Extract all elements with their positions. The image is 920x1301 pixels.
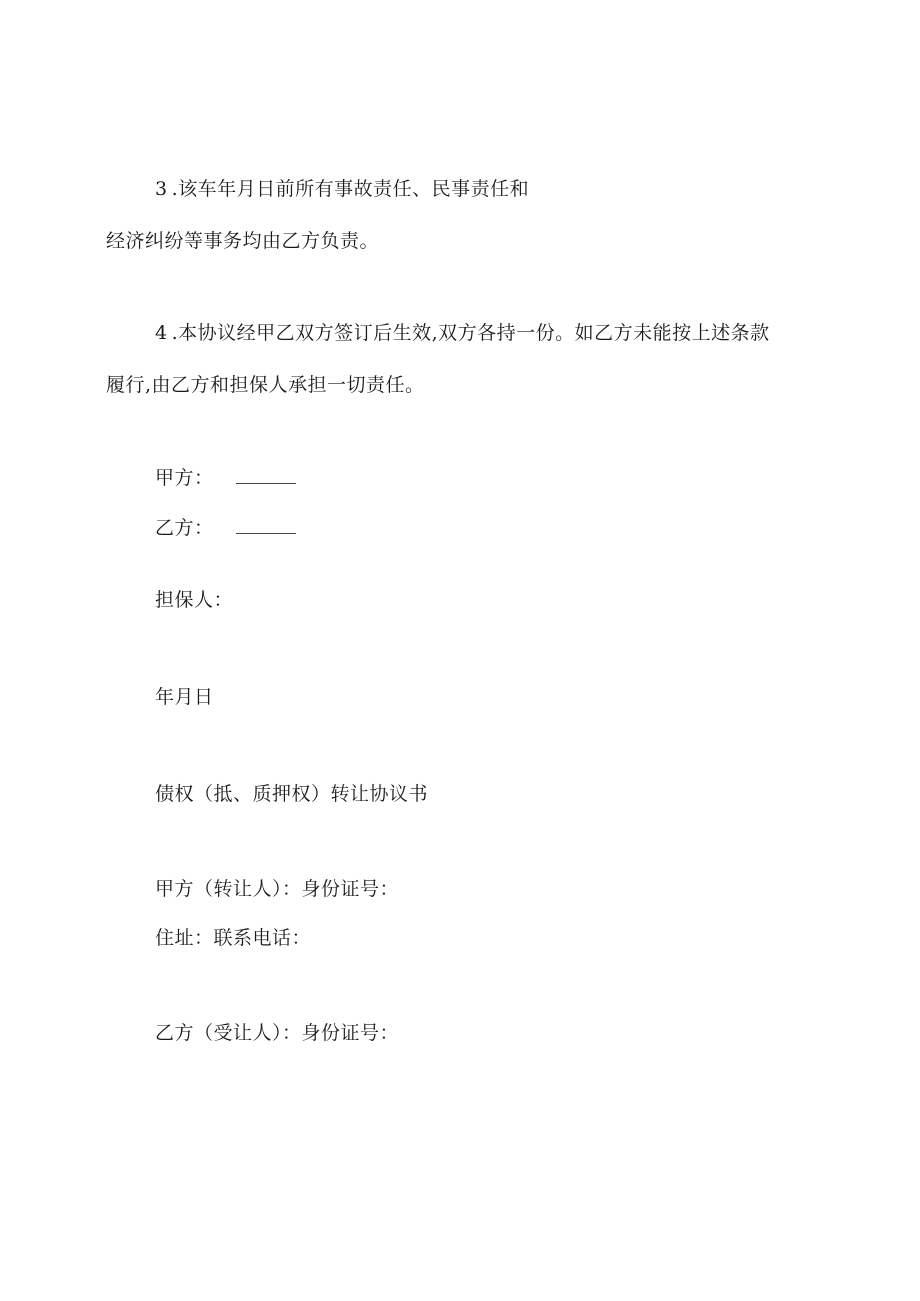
party-b-signature	[155, 516, 296, 540]
address-line: 住址：联系电话：	[155, 927, 312, 949]
clause-4-line-2: 履行,由乙方和担保人承担一切责任。	[106, 374, 425, 396]
date-label: 年月日	[155, 686, 214, 708]
party-a-label: 甲方：	[155, 467, 214, 489]
party-b-signature-blank	[236, 519, 296, 534]
party-a-signature-blank	[236, 469, 296, 484]
party-a-signature	[155, 466, 296, 490]
party-b-label: 乙方：	[155, 517, 214, 539]
guarantor-label: 担保人：	[155, 589, 234, 611]
clause-3-line-2: 经济纠纷等事务均由乙方负责。	[106, 230, 380, 252]
next-document-title: 债权（抵、质押权）转让协议书	[155, 783, 429, 805]
transferor-line: 甲方（转让人）：身份证号：	[155, 878, 400, 900]
clause-3-text-1: .该车年月日前所有事故责任、民事责任和	[171, 178, 530, 200]
transferee-line: 乙方（受让人）：身份证号：	[155, 1022, 400, 1044]
clause-4-text-1: .本协议经甲乙双方签订后生效,双方各持一份。如乙方未能按上述条款	[171, 322, 770, 344]
clause-4-number: 4	[155, 322, 168, 344]
clause-3-number: 3	[155, 178, 168, 200]
clause-4-line-1	[155, 321, 770, 345]
clause-3-line-1	[155, 177, 529, 201]
